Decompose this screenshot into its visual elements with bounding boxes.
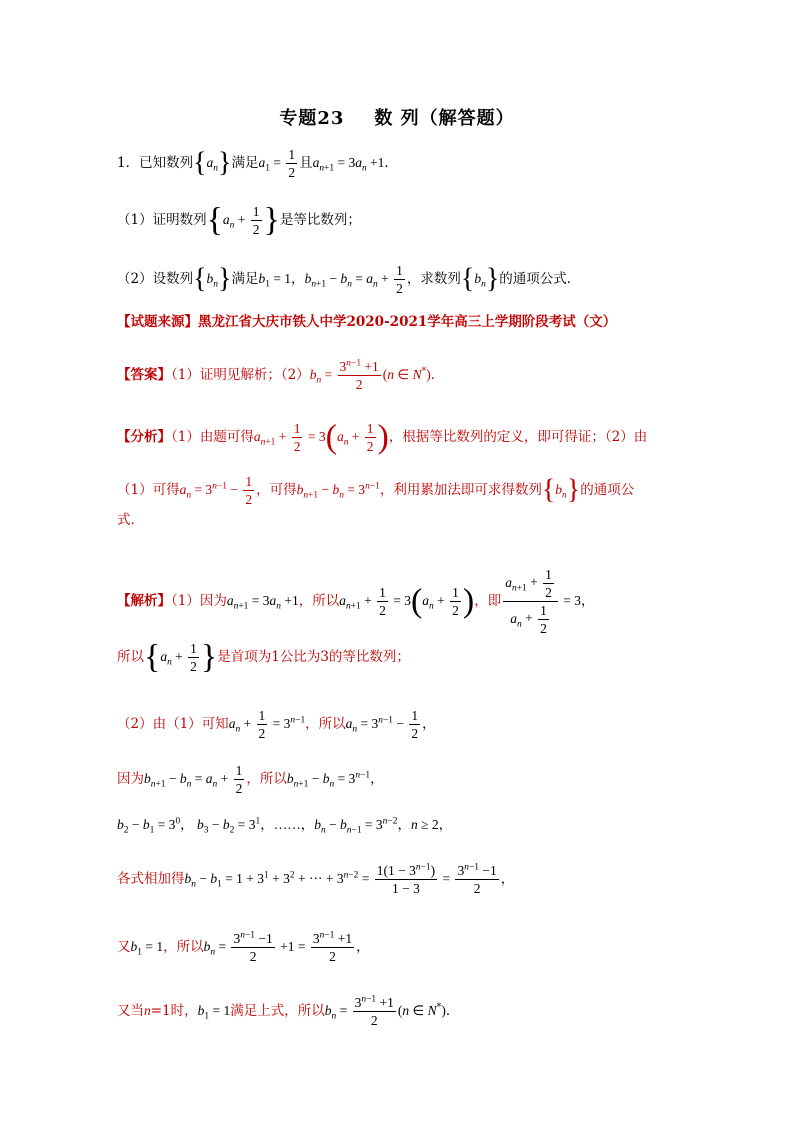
- analysis-line-2: （1）可得$a_n = 3^{n-1}$ − $\frac{1}{2}$ ，可得$b_{n+1} - b_n = 3^{n-1}$，利用累加法即可求得数列$\{b_n\}$的通项公: [117, 474, 635, 507]
- analysis-line-1: 【分析】（1）由题可得$a_{n+1}$ + $\frac{1}{2}$ = $3(a_n$ + $\frac{1}{2}$ )，根据等比数列的定义，即可得证；（2）由: [117, 418, 648, 456]
- solution-text: 又当: [117, 1003, 144, 1019]
- solution-text: 是首项为1公比为3的等比数列；: [217, 649, 410, 665]
- solution-text: 因为: [117, 771, 144, 787]
- fraction: $\frac{1}{2}$: [235, 763, 243, 796]
- solution-line-6: 各式相加得$b_n - b_1 = 1 + 3^1 + 3^2$ + ··· + $3^{n-2}$ = $\frac{1(1 - 3^{n-1})}{1 - 3}$ = $\frac{3^{n-1} -1}{2}$ ，: [117, 862, 515, 896]
- solution-line-8: 又当n=1时，$b_1 = 1$满足上式，所以$b_n$ = $\frac{3^{n-1} +1}{2}$ (n ∈ N*)．: [117, 994, 460, 1028]
- solution-text: ，所以: [298, 593, 340, 609]
- problem-text: 满足: [231, 271, 259, 287]
- fraction: $\frac{3^{n-1} -1}{2}$: [457, 862, 497, 896]
- page-title: [0, 104, 794, 130]
- solution-text: =1时，: [150, 1003, 198, 1019]
- fraction: $\frac{1}{2}$: [288, 147, 296, 180]
- ellipsis: ……: [273, 817, 301, 832]
- solution-line-2: 所以{$a_n$ + $\frac{1}{2}$ }是首项为1公比为3的等比数列；: [117, 638, 410, 676]
- fraction: $\frac{1}{2}$: [293, 421, 301, 454]
- fraction: $\frac{1}{2}$: [396, 263, 403, 296]
- analysis-text: 的通项公: [580, 482, 635, 498]
- solution-line-5: $b_2 - b_1 = 3^0$， $b_3 - b_2 = 3^1$，……，$b_n - b_{n-1} = 3^{n-2}$，n ≥ 2，: [117, 816, 453, 836]
- problem-text: 且: [299, 155, 313, 171]
- solution-line-4: 因为$b_{n+1} - b_n = a_n$ + $\frac{1}{2}$ ，所以$b_{n+1} - b_n = 3^{n-1}$，: [117, 763, 384, 796]
- analysis-text: （1）可得: [117, 482, 180, 498]
- problem-text: 证明数列: [152, 212, 207, 228]
- problem-text: 满足: [231, 155, 259, 171]
- source-tag: 【试题来源】: [117, 314, 198, 330]
- analysis-text: ，利用累加法即可求得数列: [379, 482, 542, 498]
- fraction: $\frac{3^{n-1} +1}{2}$: [354, 994, 394, 1028]
- problem-text: 设数列: [152, 271, 194, 287]
- solution-text: 各式相加得: [117, 871, 185, 887]
- solution-text: ，所以: [163, 939, 204, 955]
- analysis-tag: 【分析】: [117, 429, 171, 445]
- fraction: $\frac{1(1 - 3^{n-1})}{1 - 3}$: [376, 862, 436, 896]
- fraction: $\frac{3^{n-1} +1}{2}$: [312, 930, 353, 964]
- part-label: （1）: [117, 212, 153, 228]
- fraction: $\frac{3^{n-1} +1}{2}$: [339, 358, 379, 392]
- problem-part-2: （2）设数列$\{b_n\}$满足$b_1 = 1$，$b_{n+1} - b_n = a_n$ + $\frac{1}{2}$ ，求数列$\{b_n\}$的通项公式．: [117, 263, 581, 296]
- solution-line-3: （2）由（1）可知$a_n$ + $\frac{1}{2}$ = $3^{n-1}$，所以$a_n = 3^{n-1}$ − $\frac{1}{2}$ ，: [117, 708, 436, 741]
- fraction: $\frac{1}{2}$: [411, 708, 419, 741]
- fraction: $\frac{3^{n-1} -1}{2}$: [233, 930, 273, 964]
- problem-text: ，求数列: [406, 271, 461, 287]
- analysis-text: ，可得: [256, 482, 297, 498]
- solution-line-1: 【解析】（1）因为$a_{n+1} = 3a_n +1$，所以$a_{n+1}$ + $\frac{1}{2}$ = $3(a_n$ + $\frac{1}{2}$ )，即 $a_{n+1}$ + $\frac{1}{2}$ $a_n$ + $\frac{1}{2}$ = 3，: [117, 567, 595, 636]
- solution-text: ，所以: [305, 716, 346, 732]
- solution-line-7: 又$b_1 = 1$，所以$b_n$ = $\frac{3^{n-1} -1}{2}$ +1 = $\frac{3^{n-1} +1}{2}$ ，: [117, 930, 370, 964]
- problem-part-1: （1）证明数列{$a_n$ + $\frac{1}{2}$ }是等比数列；: [117, 201, 361, 239]
- analysis-text: （1）由题可得: [171, 429, 254, 445]
- solution-text: ，所以: [246, 771, 287, 787]
- title-subject: 数 列（解答题）: [374, 108, 515, 129]
- variable-n: n: [144, 1003, 151, 1018]
- solution-text: 所以: [117, 649, 144, 665]
- fraction: $\frac{1}{2}$: [252, 204, 260, 237]
- problem-statement: 1．已知数列$\{a_n\}$满足$a_1$ = $\frac{1}{2}$ 且$a_{n+1} = 3a_n +1$．: [117, 147, 398, 180]
- fraction: $\frac{1}{2}$: [245, 474, 253, 507]
- solution-text: 又: [117, 939, 131, 955]
- fraction: $\frac{1}{2}$: [366, 421, 374, 454]
- analysis-text: 式．: [117, 512, 144, 528]
- fraction: $\frac{1}{2}$: [258, 708, 266, 741]
- answer-tag: 【答案】: [117, 367, 171, 383]
- fraction: $\frac{1}{2}$: [190, 641, 197, 674]
- problem-text: 已知数列: [139, 155, 194, 171]
- answer-text: （1）证明见解析；（2）: [171, 367, 310, 383]
- answer-line: 【答案】（1）证明见解析；$(2)b_n$ = $\frac{3^{n-1} +1}{2}$ (n ∈ N*)．: [117, 358, 445, 392]
- problem-text: 是等比数列；: [279, 212, 361, 228]
- source-line: [117, 312, 616, 332]
- solution-text: 满足上式，所以: [230, 1003, 325, 1019]
- solution-text: ，即: [474, 593, 502, 609]
- fraction: $a_{n+1}$ + $\frac{1}{2}$ $a_n$ + $\frac{1}{2}$: [503, 566, 558, 637]
- solution-text: （2）由（1）可知: [117, 716, 229, 732]
- fraction: $\frac{1}{2}$: [379, 585, 386, 618]
- problem-text: 的通项公式．: [499, 271, 581, 287]
- part-label: （2）: [117, 271, 153, 287]
- analysis-line-3: [117, 510, 144, 530]
- solution-text: （1）因为: [171, 593, 227, 609]
- analysis-text: ，根据等比数列的定义，即可得证；（2）由: [388, 429, 648, 445]
- title-topic: 专题23: [279, 108, 345, 129]
- solution-tag: 【解析】: [117, 593, 171, 609]
- fraction: $\frac{1}{2}$: [452, 585, 459, 618]
- problem-number: 1．: [117, 155, 140, 171]
- source-text: 黑龙江省大庆市铁人中学2020-2021学年高三上学期阶段考试（文）: [198, 314, 617, 330]
